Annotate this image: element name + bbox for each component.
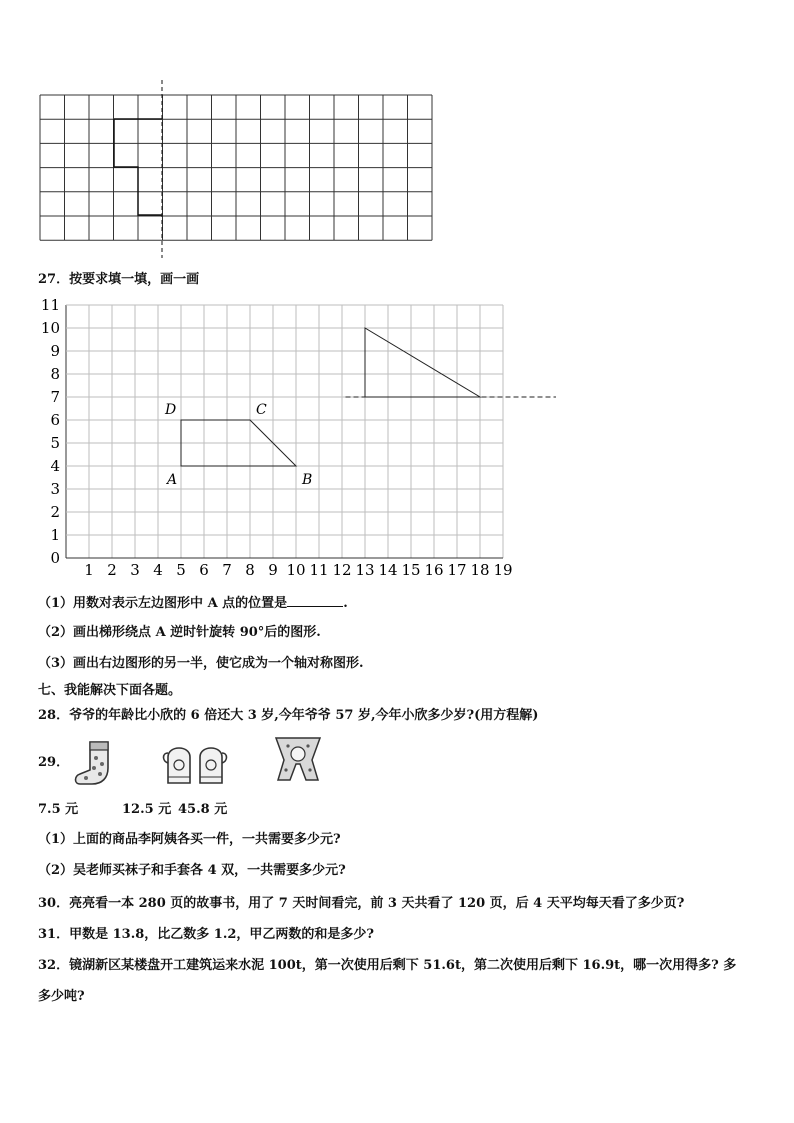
x-tick-label: 18 [470,561,490,579]
y-tick-label: 8 [50,365,60,383]
sock-icon [70,738,120,788]
x-tick-label: 17 [447,561,467,579]
y-tick-label: 5 [50,434,60,452]
answer-blank[interactable] [287,594,343,607]
q29-sub2: （2）吴老师买袜子和手套各 4 双，一共需要多少元? [38,863,346,878]
x-tick-label: 19 [493,561,513,579]
q31: 31．甲数是 13.8，比乙数多 1.2，甲乙两数的和是多少? [38,927,375,942]
q30: 30．亮亮看一本 280 页的故事书，用了 7 天时间看完，前 3 天共看了 120 页，后 4 天平均每天看了多少页? [38,896,685,911]
q27-sub1-end: . [343,596,348,611]
mittens-icon [160,737,232,787]
half-triangle [365,328,480,397]
vertex-label-b: B [302,472,313,488]
section-7-heading: 七、我能解决下面各题。 [38,683,182,698]
q27-sub1 [38,594,348,612]
q27-sub3: （3）画出右边图形的另一半，使它成为一个轴对称图形. [38,656,364,671]
top-grid [0,0,794,265]
x-tick-label: 14 [378,561,398,579]
q27-title: 27．按要求填一填，画一画 [38,272,200,287]
q29-sub1: （1）上面的商品李阿姨各买一件，一共需要多少元? [38,832,341,847]
x-tick-label: 11 [309,561,329,579]
y-tick-label: 1 [50,526,60,544]
trapezoid-vertex-labels [164,402,312,488]
y-tick-label: 3 [50,480,60,498]
x-tick-label: 8 [245,561,255,579]
y-tick-label: 7 [50,388,60,406]
x-tick-label: 5 [176,561,186,579]
y-tick-label: 0 [50,549,60,567]
top-grid-lines [40,95,432,240]
q32-line2: 多少吨? [38,989,85,1004]
q29-number: 29． [38,755,70,770]
x-tick-label: 12 [332,561,352,579]
q27-sub2: （2）画出梯形绕点 A 逆时针旋转 90°后的图形. [38,625,321,640]
vertex-label-a: A [167,472,178,488]
q32-line1: 32．镜湖新区某楼盘开工建筑运来水泥 100t，第一次使用后剩下 51.6t，第二次使用后剩下 16.9t，哪一次用得多? 多 [38,958,737,973]
x-tick-label: 1 [84,561,94,579]
q27-grid-lines [66,305,503,558]
price-sock: 7.5 元 [38,802,79,817]
x-tick-label: 7 [222,561,232,579]
x-tick-label: 10 [286,561,306,579]
scarf-icon [268,732,328,784]
y-tick-label: 2 [50,503,60,521]
y-tick-label: 6 [50,411,60,429]
q27-coordinate-grid[interactable] [0,290,794,590]
vertex-label-c: C [256,402,267,418]
q28: 28．爷爷的年龄比小欣的 6 倍还大 3 岁,今年爷爷 57 岁,今年小欣多少岁?(用方程解) [38,708,539,723]
price-mittens: 12.5 元 [122,802,172,817]
y-tick-label: 9 [50,342,60,360]
x-tick-label: 3 [130,561,140,579]
x-tick-label: 13 [355,561,375,579]
y-tick-label: 4 [50,457,60,475]
q27-sub1-text: （1）用数对表示左边图形中 A 点的位置是 [38,596,288,611]
x-tick-label: 2 [107,561,117,579]
x-tick-label: 15 [401,561,421,579]
x-tick-label: 4 [153,561,163,579]
y-tick-label: 11 [40,296,60,314]
x-tick-label: 16 [424,561,444,579]
x-tick-label: 6 [199,561,209,579]
vertex-label-d: D [165,402,177,418]
x-tick-label: 9 [268,561,278,579]
y-tick-label: 10 [40,319,60,337]
price-scarf: 45.8 元 [178,802,228,817]
